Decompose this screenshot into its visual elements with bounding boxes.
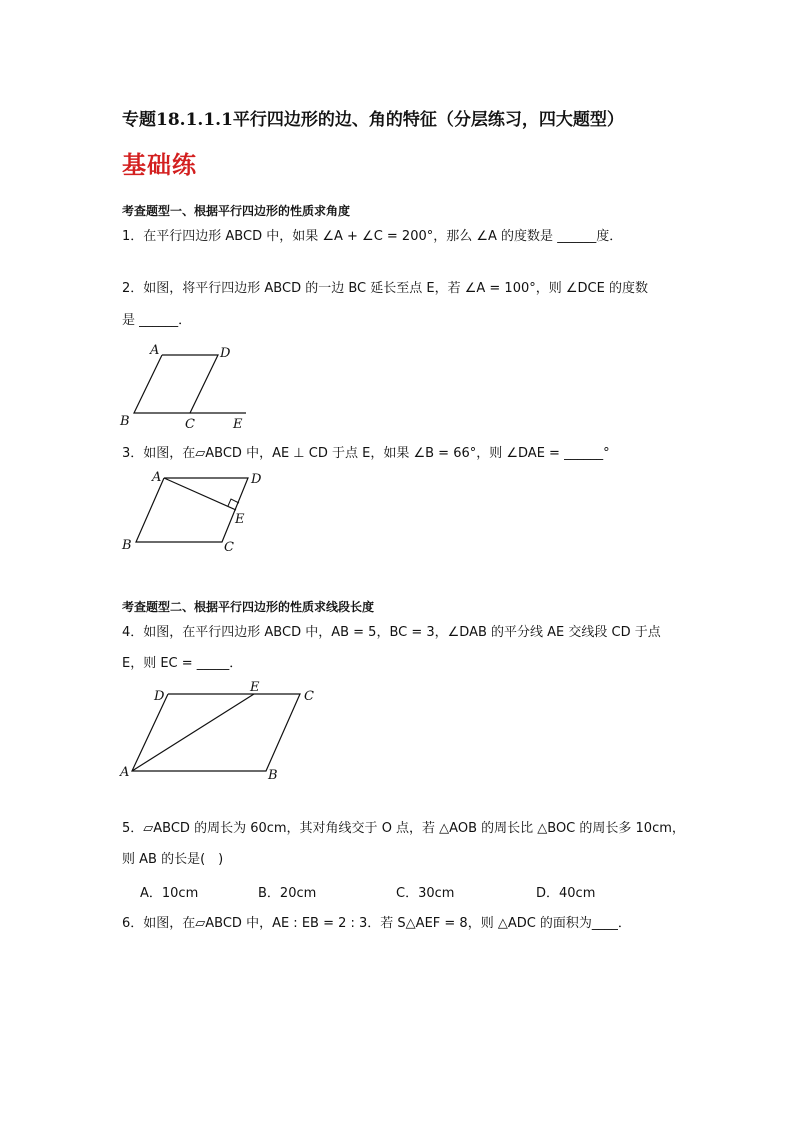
label-c: C	[185, 417, 195, 432]
option-c: C．30cm	[396, 886, 455, 901]
label-a: A	[150, 343, 160, 358]
section-heading-2: 考查题型二、根据平行四边形的性质求线段长度	[122, 600, 375, 614]
option-a: A．10cm	[140, 886, 199, 901]
option-d: D．40cm	[536, 886, 596, 901]
segment-ae	[164, 478, 236, 510]
label-b: B	[268, 768, 278, 783]
question-3: 3．如图，在▱ABCD 中，AE ⊥ CD 于点 E，如果 ∠B = 66°，则 ∠DAE = ______°	[122, 446, 610, 461]
question-2-line1: 2．如图，将平行四边形 ABCD 的一边 BC 延长至点 E，若 ∠A = 100°，则 ∠DCE 的度数	[122, 281, 648, 296]
question-5-line2: 则 AB 的长是( )	[122, 852, 224, 867]
question-1: 1．在平行四边形 ABCD 中，如果 ∠A + ∠C = 200°，那么 ∠A 的度数是 ______度．	[122, 229, 623, 244]
parallelogram-abcd	[132, 694, 300, 771]
label-c: C	[304, 689, 314, 704]
parallelogram-abcd	[136, 478, 248, 542]
section-heading-1: 考查题型一、根据平行四边形的性质求角度	[122, 204, 351, 218]
label-b: B	[122, 538, 132, 553]
parallelogram-abcd	[134, 355, 218, 413]
label-e: E	[250, 680, 260, 695]
label-a: A	[152, 470, 162, 485]
label-d: D	[154, 689, 165, 704]
page-title: 专题18.1.1.1平行四边形的边、角的特征（分层练习，四大题型）	[122, 110, 624, 130]
level-label: 基础练	[122, 150, 197, 179]
label-d: D	[220, 346, 231, 361]
option-b: B．20cm	[258, 886, 317, 901]
label-b: B	[120, 414, 130, 429]
figure-q3	[110, 465, 260, 557]
label-c: C	[224, 540, 234, 555]
figure-q2	[110, 340, 260, 432]
question-6: 6．如图，在▱ABCD 中，AE : EB = 2 : 3．若 S△AEF = 8，则 △ADC 的面积为____．	[122, 916, 631, 931]
question-4-line1: 4．如图，在平行四边形 ABCD 中，AB = 5，BC = 3，∠DAB 的平分线 AE 交线段 CD 于点	[122, 625, 661, 640]
label-e: E	[235, 512, 245, 527]
label-e: E	[233, 417, 243, 432]
question-2-line2: 是 ______．	[122, 313, 192, 328]
label-d: D	[251, 472, 262, 487]
question-4-line2: E，则 EC = _____．	[122, 656, 243, 671]
label-a: A	[120, 765, 130, 780]
question-5-line1: 5．▱ABCD 的周长为 60cm，其对角线交于 O 点，若 △AOB 的周长比 △BOC 的周长多 10cm，	[122, 821, 685, 836]
figure-q4	[110, 678, 330, 784]
